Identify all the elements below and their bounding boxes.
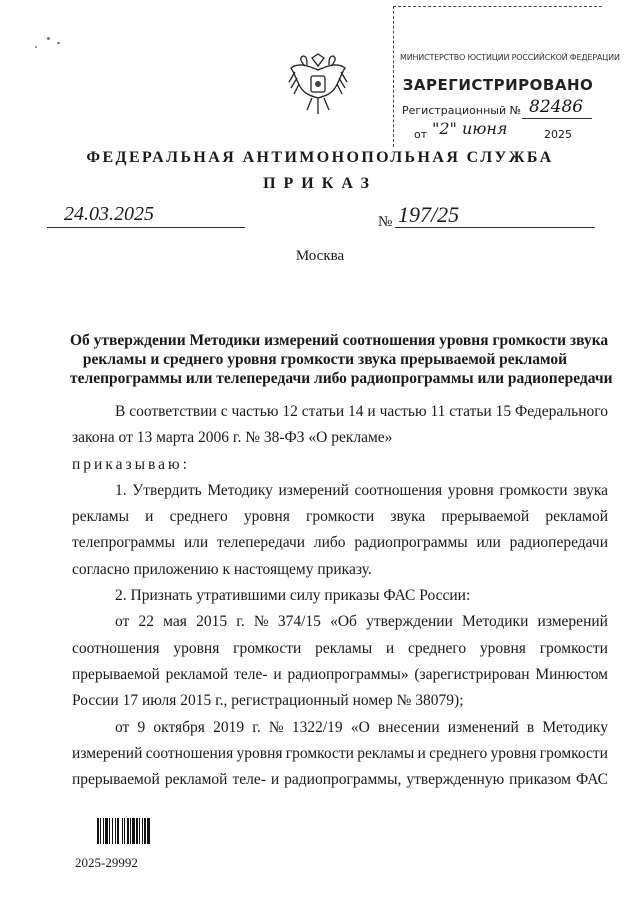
word: уровня (447, 481, 494, 499)
body-line (72, 767, 608, 793)
word: 1. (115, 481, 127, 499)
body-line (72, 399, 608, 425)
order-heading (70, 331, 613, 388)
word: 14 (348, 403, 364, 420)
word: от (115, 718, 130, 736)
word: теле- (232, 771, 266, 789)
barcode-bar (115, 818, 116, 844)
number-underline (395, 227, 595, 228)
word: статьи (301, 403, 345, 420)
word: Утвердить (132, 481, 202, 499)
stamp-registered-text: ЗАРЕГИСТРИРОВАНО (402, 76, 594, 94)
word: радиопрограммы, (284, 771, 402, 789)
word: громкости (499, 481, 568, 499)
barcode-bar (139, 818, 140, 844)
word: измерений (278, 481, 349, 499)
barcode-bar (144, 818, 146, 844)
barcode-bar (130, 818, 131, 844)
word: 374/15 (277, 613, 321, 631)
word: громкости (233, 639, 302, 657)
word: 11 (430, 403, 446, 420)
word: № (268, 718, 284, 736)
barcode-bar (112, 818, 113, 844)
order-number: 197/25 (398, 202, 460, 227)
word: или (183, 534, 209, 552)
heading-line: телепрограммы или телепередачи либо радиопрограммы или радиопередачи (70, 370, 613, 387)
stamp-number-underline (522, 118, 592, 119)
word: в (526, 718, 535, 736)
word: утвержденную (406, 771, 505, 789)
word: от (115, 613, 130, 631)
word: радиопрограммы» (287, 665, 409, 683)
double-headed-eagle-icon (285, 52, 351, 122)
registration-stamp (393, 6, 620, 147)
order-date: 24.03.2025 (64, 203, 154, 225)
word: Методики (462, 613, 529, 631)
barcode-bar (142, 818, 143, 844)
word: рекламы (315, 639, 373, 657)
word: Минюстом (535, 665, 608, 683)
word: среднего (408, 639, 467, 657)
word: рекламы (357, 744, 415, 762)
word: рекламой (164, 771, 228, 789)
body-line (72, 609, 608, 635)
word: и (145, 508, 154, 526)
word: уровня (479, 639, 526, 657)
stamp-date: "2" июня (432, 119, 508, 138)
stamp-reg-number-label: Регистрационный № (402, 104, 522, 117)
word: громкости (285, 744, 354, 762)
word: соотношения (72, 639, 160, 657)
order-title: ПРИКАЗ (263, 175, 377, 192)
word: измерений (537, 613, 608, 631)
word: 9 (137, 718, 146, 736)
body-line (72, 715, 608, 741)
document-id: 2025-29992 (75, 855, 138, 870)
body-line (72, 478, 608, 504)
barcode-bar (136, 818, 138, 844)
word: «Об (330, 613, 357, 631)
word: среднего (169, 508, 228, 526)
word: радиопрограммы (354, 534, 468, 552)
word: приказом (509, 771, 571, 789)
barcode-bar (127, 818, 129, 844)
word: частью (231, 403, 279, 420)
word: Методику (207, 481, 273, 499)
word: мая (163, 613, 187, 631)
word: № (253, 613, 269, 631)
date-underline (47, 227, 245, 228)
barcode-bar (109, 818, 110, 844)
body-line (72, 530, 608, 556)
word: октября (153, 718, 205, 736)
scan-speck (47, 37, 50, 40)
body-line (72, 741, 608, 767)
word: изменений (447, 718, 519, 736)
word: Федерального (514, 403, 608, 420)
word: теле- (234, 665, 268, 683)
barcode-icon (97, 818, 169, 844)
word: телепрограммы (72, 534, 176, 552)
word: уровня (173, 639, 220, 657)
stamp-year: 2025 (544, 128, 572, 141)
stamp-reg-number: 82486 (529, 97, 584, 117)
word: (зарегистрирован (414, 665, 530, 683)
word: утверждении (366, 613, 453, 631)
heading-line: рекламы и среднего уровня громкости звука прерываемой рекламой (82, 351, 568, 368)
word: уровня (236, 744, 283, 762)
word: громкости (539, 639, 608, 657)
word: и (270, 771, 280, 789)
word: и (367, 403, 376, 420)
body-line (72, 504, 608, 530)
body-line (72, 636, 608, 662)
stamp-from-label: от (414, 128, 428, 141)
word: уровня (490, 744, 537, 762)
word: рекламой (165, 665, 229, 683)
barcode-bar (132, 818, 135, 844)
word: и (385, 639, 395, 657)
heading-line: Об утверждении Методики измерений соотношения уровня громкости звука (70, 332, 609, 349)
agency-name: ФЕДЕРАЛЬНАЯ АНТИМОНОПОЛЬНАЯ СЛУЖБА (86, 149, 554, 166)
body-line (72, 662, 608, 688)
word: с (220, 403, 228, 420)
word: среднего (429, 744, 488, 762)
word: или (476, 534, 501, 552)
word: 2019 (213, 718, 245, 736)
barcode-bar (117, 818, 119, 844)
word: прерываемой (72, 771, 160, 789)
order-word: приказываю: (72, 455, 190, 473)
scan-speck (35, 46, 37, 48)
barcode-bar (100, 818, 101, 844)
word: В (115, 403, 126, 420)
word: рекламой (545, 508, 608, 526)
barcode-bar (122, 818, 123, 844)
word: и (417, 744, 426, 762)
barcode-bar (124, 818, 125, 844)
barcode-bar (147, 818, 150, 844)
word: звука (390, 508, 426, 526)
barcode-bar (97, 818, 99, 844)
word: 2015 (196, 613, 228, 631)
word: г. (252, 718, 261, 736)
body-line: согласно приложению к настоящему приказу. (72, 560, 372, 578)
word: уровня (243, 508, 290, 526)
word: внесении (377, 718, 440, 736)
word: Методику (542, 718, 608, 736)
word: 1322/19 (291, 718, 343, 736)
body-line: России 17 июля 2015 г., регистрационный номер № 38079); (72, 692, 464, 710)
word: 22 (138, 613, 154, 631)
word: ФАС (575, 771, 608, 789)
body-line: закона от 13 марта 2006 г. № 38-ФЗ «О рекламе» (72, 429, 393, 447)
city: Москва (295, 248, 345, 264)
word: 15 (495, 403, 512, 420)
word: радиопередачи (509, 534, 608, 552)
order-body (72, 399, 608, 793)
word: статьи (449, 403, 492, 420)
barcode-bar (103, 818, 104, 844)
word: громкости (539, 744, 608, 762)
order-number-label: № (378, 214, 393, 230)
stamp-organization: МИНИСТЕРСТВО ЮСТИЦИИ РОССИЙСКОЙ ФЕДЕРАЦИИ (400, 53, 620, 62)
word: соотношения (354, 481, 443, 499)
word: звука (573, 481, 608, 499)
word: рекламы (72, 508, 129, 526)
word: либо (313, 534, 346, 552)
word: 12 (282, 403, 298, 420)
word: прерываемой (441, 508, 530, 526)
word: «О (350, 718, 370, 736)
word: громкости (306, 508, 375, 526)
word: прерываемой (72, 665, 160, 683)
word: телепередачи (216, 534, 306, 552)
word: г. (236, 613, 245, 631)
word: соотношения (145, 744, 234, 762)
word: соответствии (129, 403, 217, 420)
body-line: 2. Признать утратившими силу приказы ФАС России: (115, 587, 471, 605)
word: частью (379, 403, 427, 420)
barcode-bar (105, 818, 108, 844)
scan-speck (57, 42, 60, 44)
word: и (273, 665, 282, 683)
word: измерений (72, 744, 143, 762)
